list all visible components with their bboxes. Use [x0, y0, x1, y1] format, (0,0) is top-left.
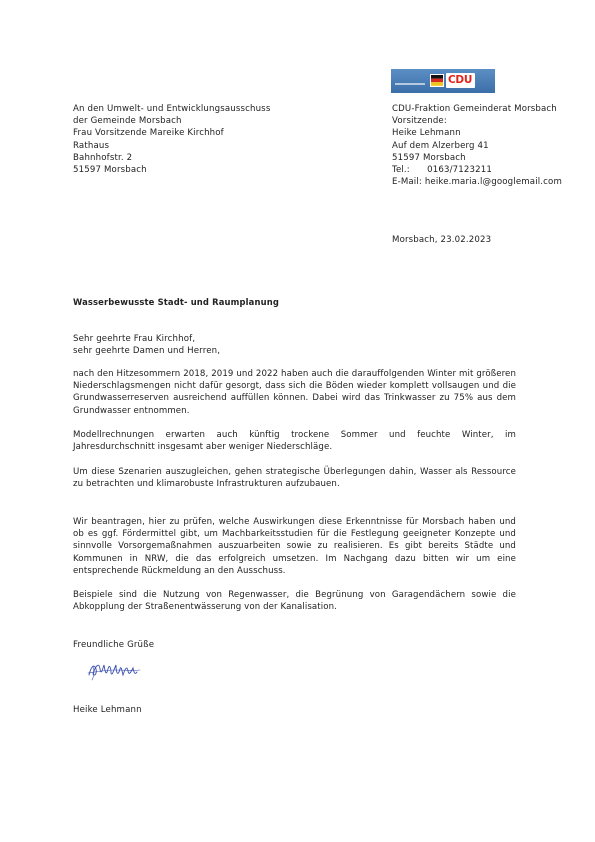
salutation-line: Sehr geehrte Frau Kirchhof, [73, 334, 196, 344]
recipient-line: 51597 Morsbach [73, 165, 147, 176]
sender-address [392, 103, 562, 188]
recipient-line: Frau Vorsitzende Mareike Kirchhof [73, 128, 224, 139]
recipient-line: Bahnhofstr. 2 [73, 152, 133, 163]
sender-phone: Tel.: 0163/7123211 [392, 165, 492, 176]
sender-line: Vorsitzende: [392, 116, 447, 127]
letter-subject: Wasserbewusste Stadt- und Raumplanung [73, 297, 279, 307]
body-paragraph: Wir beantragen, hier zu prüfen, welche Auswirkungen diese Erkenntnisse für Morsbach haben und ob es ggf. Fördermittel gibt, um Machbarkeitsstudien für die Festlegung geeigneter Konzepte und sinnvolle Vorsorgemaßnahmen auszuarbeiten sowie zu realisieren. Es gibt bereits Städte und Kommunen in NRW, die das erfolgreich umsetzen. Im Nachgang dazu bitten wir um eine entsprechende Rückmeldung an den Ausschuss. [73, 517, 516, 576]
logo-tagline-bar [395, 83, 425, 85]
salutation-line: sehr geehrte Damen und Herren, [73, 346, 221, 357]
sender-email: E-Mail: heike.maria.l@googlemail.com [392, 177, 562, 188]
body-paragraph: Beispiele sind die Nutzung von Regenwasser, die Begrünung von Garagendächern sowie die Abkopplung der Straßenentwässerung von der Kanalisation. [73, 590, 516, 613]
cdu-logo [391, 69, 495, 93]
handwritten-signature [85, 655, 145, 685]
letter-date: Morsbach, 23.02.2023 [392, 235, 492, 245]
recipient-line: An den Umwelt- und Entwicklungsausschuss [73, 104, 271, 114]
salutation [73, 333, 220, 357]
body-paragraph: Um diese Szenarien auszugleichen, gehen strategische Überlegungen dahin, Wasser als Ressource zu betrachten und klimarobuste Infrastrukturen aufzubauen. [73, 467, 516, 490]
logo-text: CDU [448, 74, 473, 86]
recipient-line: Rathaus [73, 140, 110, 151]
signer-name: Heike Lehmann [73, 705, 142, 715]
sender-line: 51597 Morsbach [392, 152, 466, 163]
sender-line: Auf dem Alzerberg 41 [392, 140, 489, 151]
flag-icon [430, 74, 444, 87]
recipient-line: der Gemeinde Morsbach [73, 116, 182, 127]
closing-greeting: Freundliche Grüße [73, 640, 155, 650]
body-paragraph: nach den Hitzesommern 2018, 2019 und 2022 haben auch die darauffolgenden Winter mit größeren Niederschlagsmengen nicht dafür gesorgt, dass sich die Böden wieder komplett vollsaugen und die Grundwasserreserven ausreichend auffüllen können. Dabei wird das Trinkwasser zu 75% aus dem Grundwasser entnommen. [73, 369, 516, 416]
recipient-address [73, 103, 270, 176]
sender-line: Heike Lehmann [392, 128, 461, 139]
sender-line: CDU-Fraktion Gemeinderat Morsbach [392, 104, 557, 114]
body-paragraph: Modellrechnungen erwarten auch künftig trockene Sommer und feuchte Winter, im Jahresdurchschnitt insgesamt aber weniger Niederschläge. [73, 430, 516, 453]
